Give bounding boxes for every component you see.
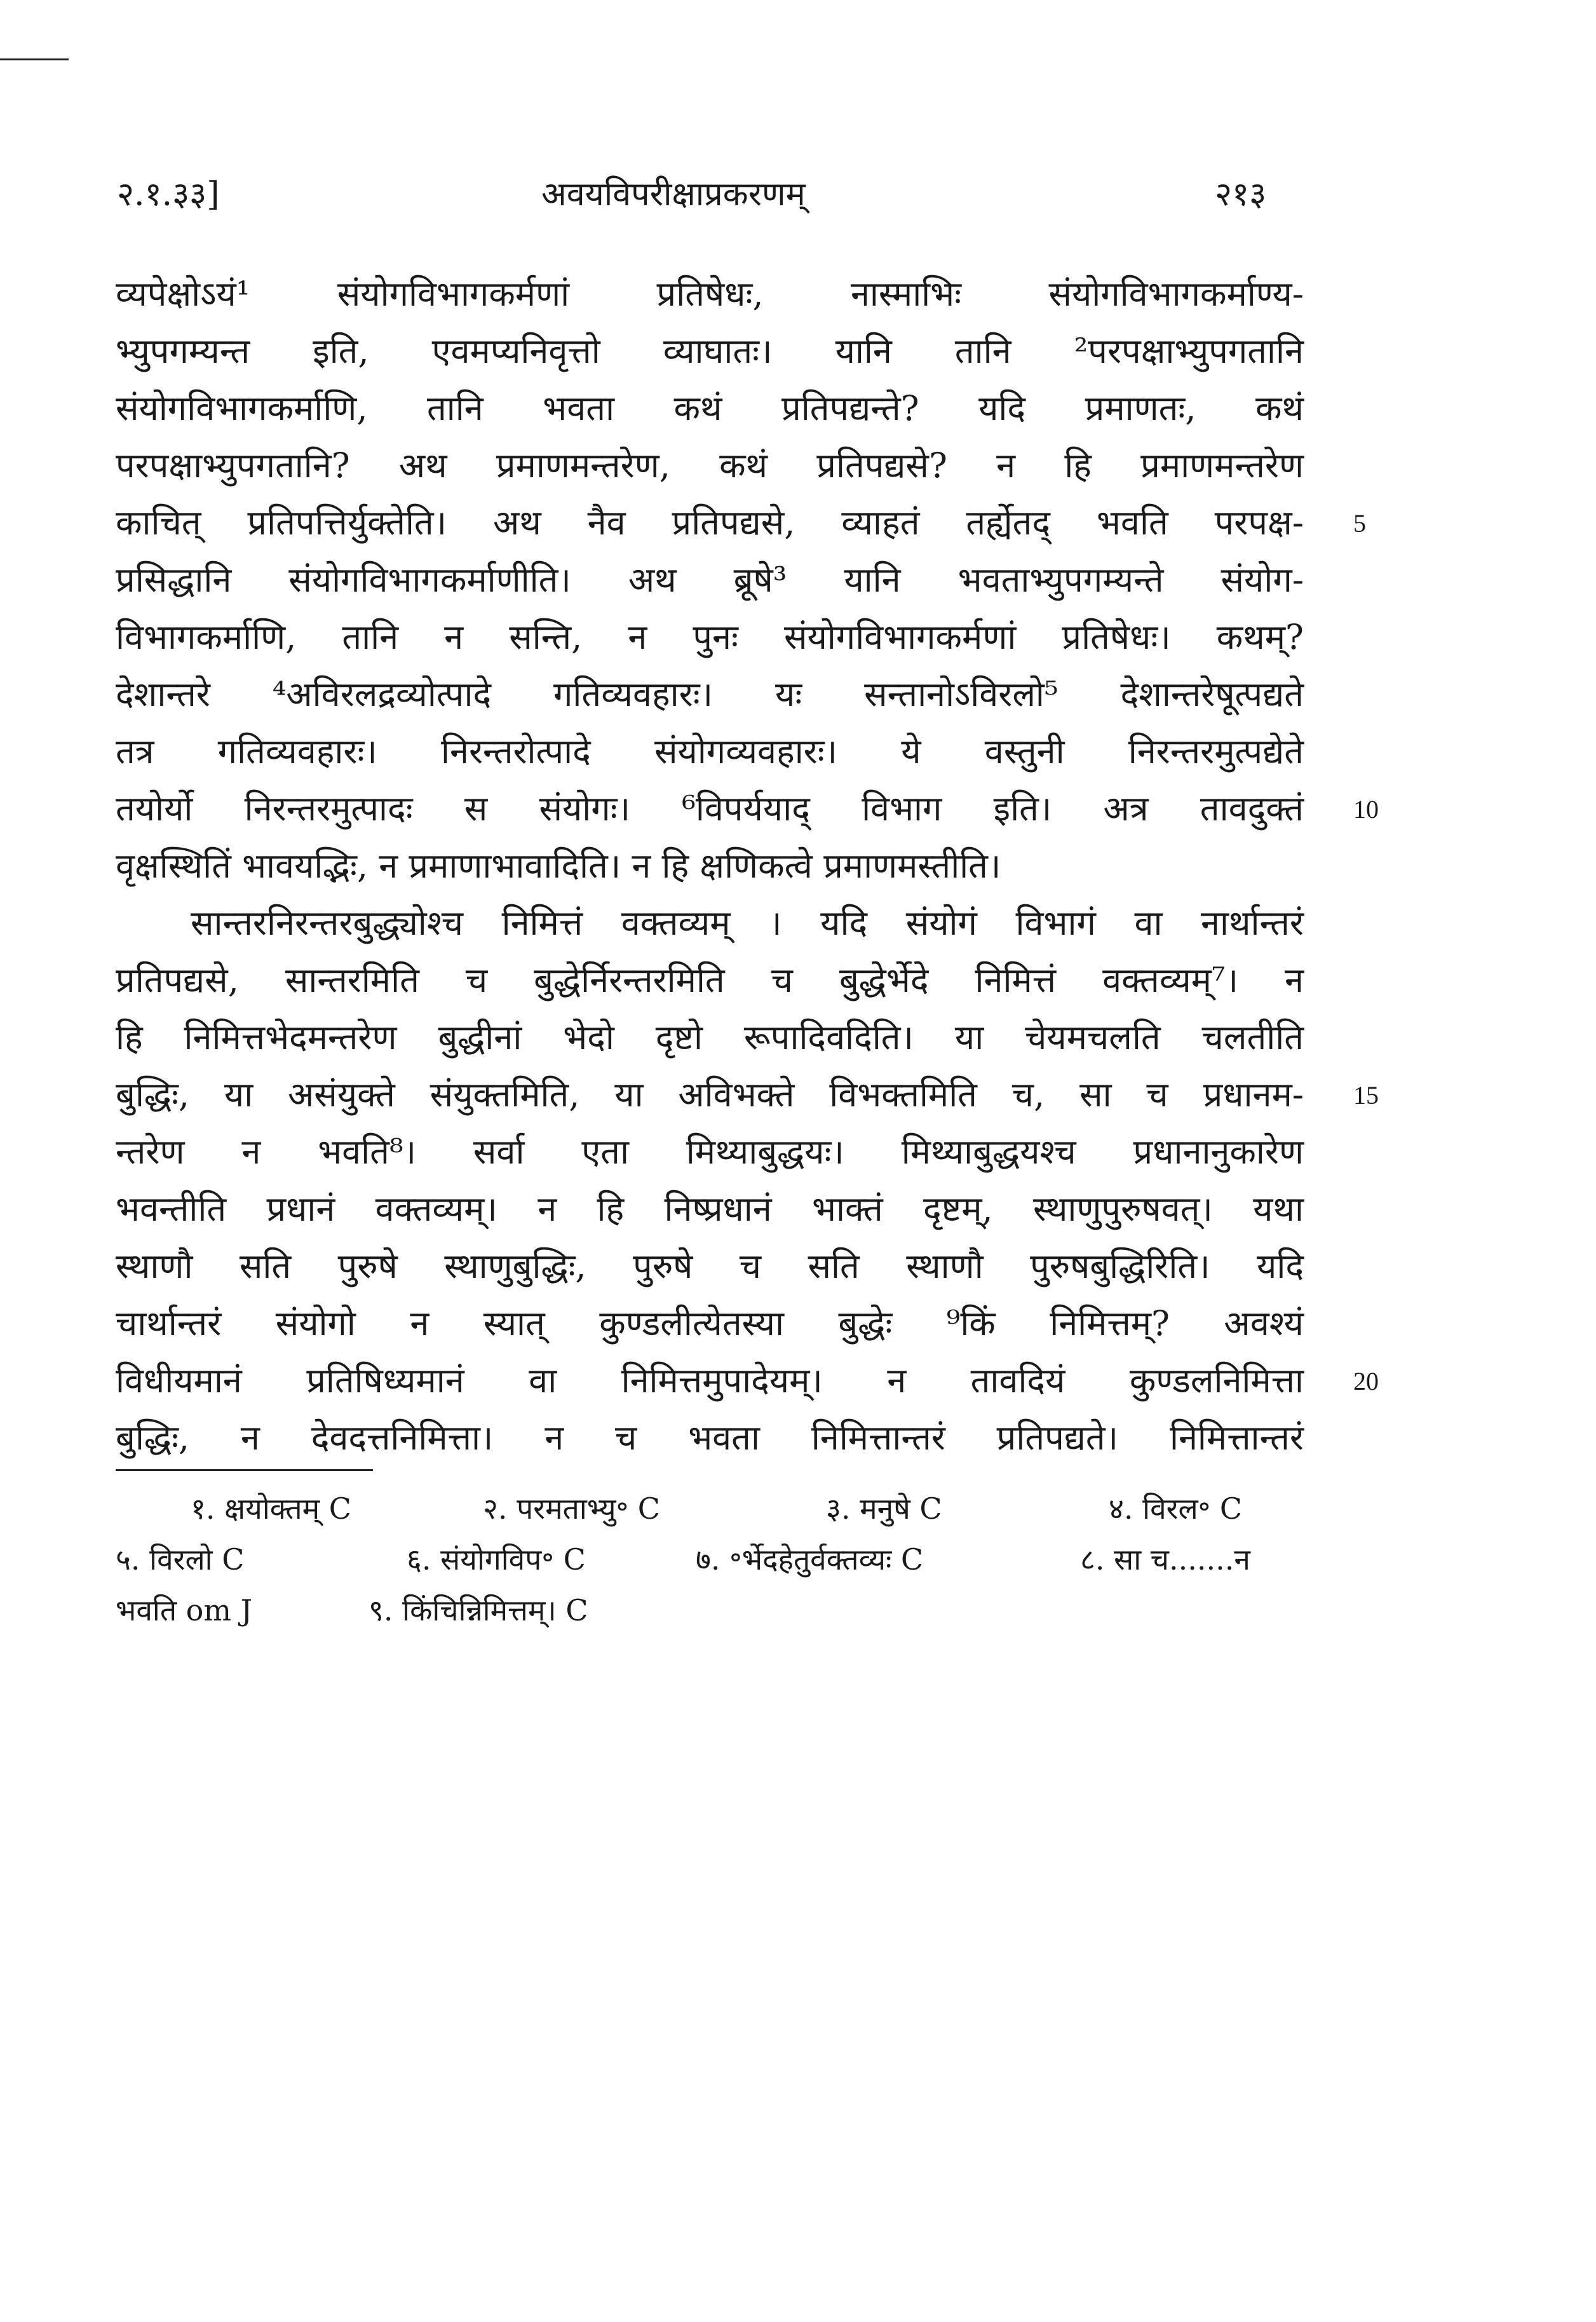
text-line: विभागकर्माणि, तानि न सन्ति, न पुनः संयोगविभागकर्मणां प्रतिषेधः। कथम्?	[116, 617, 1304, 657]
text-line: परपक्षाभ्युपगतानि? अथ प्रमाणमन्तरेण, कथं प्रतिपद्यसे? न हि प्रमाणमन्तरेण	[116, 445, 1304, 485]
page-number: २१३	[1215, 175, 1267, 214]
text-line: हि निमित्तभेदमन्तरेण बुद्धीनां भेदो दृष्टो रूपादिवदिति। या चेयमचलति चलतीति	[116, 1017, 1304, 1057]
footnote: ३. मनुषे C	[826, 1491, 942, 1526]
paragraph-first-line: सान्तरनिरन्तरबुद्ध्योश्च निमित्तं वक्तव्यम् । यदि संयोगं विभागं वा नार्थान्तरं	[191, 903, 1304, 943]
text-line: बुद्धिः, न देवदत्तनिमित्ता। न च भवता निमित्तान्तरं प्रतिपद्यते। निमित्तान्तरं	[116, 1418, 1304, 1458]
line-number: 5	[1353, 509, 1366, 538]
footnote: ४. विरल॰ C	[1109, 1491, 1243, 1526]
text-line: व्यपेक्षोऽयं¹ संयोगविभागकर्मणां प्रतिषेधः, नास्माभिः संयोगविभागकर्माण्य-	[116, 274, 1304, 314]
footnote: ६. संयोगविप॰ C	[407, 1542, 586, 1577]
text-line: भवन्तीति प्रधानं वक्तव्यम्। न हि निष्प्रधानं भाक्तं दृष्टम्, स्थाणुपुरुषवत्। यथा	[116, 1189, 1304, 1229]
text-line: बुद्धिः, या असंयुक्ते संयुक्तमिति, या अविभक्ते विभक्तमिति च, सा च प्रधानम-	[116, 1075, 1304, 1115]
edge-line	[0, 58, 69, 60]
text-line: विधीयमानं प्रतिषिध्यमानं वा निमित्तमुपादेयम्। न तावदियं कुण्डलनिमित्ता	[116, 1361, 1304, 1401]
line-number: 15	[1353, 1081, 1379, 1110]
text-line: भ्युपगम्यन्त इति, एवमप्यनिवृत्तो व्याघातः। यानि तानि ²परपक्षाभ्युपगतानि	[116, 331, 1304, 371]
text-line: न्तरेण न भवति⁸। सर्वा एता मिथ्याबुद्धयः। मिथ्याबुद्धयश्च प्रधानानुकारेण	[116, 1132, 1304, 1172]
footnote-separator	[116, 1469, 373, 1471]
text-line: देशान्तरे ⁴अविरलद्रव्योत्पादे गतिव्यवहारः। यः सन्तानोऽविरलो⁵ देशान्तरेषूत्पद्यते	[116, 674, 1304, 714]
footnote: ८. सा च.......न	[1080, 1542, 1250, 1577]
text-line: चार्थान्तरं संयोगो न स्यात् कुण्डलीत्येतस्या बुद्धेः ⁹किं निमित्तम्? अवश्यं	[116, 1303, 1304, 1343]
footnote: ५. विरलो C	[116, 1542, 245, 1577]
running-header	[0, 170, 1596, 227]
footnote: १. क्षयोक्तम् C	[191, 1491, 351, 1526]
text-line: वृक्षस्थितिं भावयद्भिः, न प्रमाणाभावादिति। न हि क्षणिकत्वे प्रमाणमस्तीति।	[116, 846, 1001, 886]
text-line: स्थाणौ सति पुरुषे स्थाणुबुद्धिः, पुरुषे च सति स्थाणौ पुरुषबुद्धिरिति। यदि	[116, 1246, 1304, 1286]
text-line: तयोर्यो निरन्तरमुत्पादः स संयोगः। ⁶विपर्ययाद् विभाग इति। अत्र तावदुक्तं	[116, 789, 1304, 829]
text-line: संयोगविभागकर्माणि, तानि भवता कथं प्रतिपद्यन्ते? यदि प्रमाणतः, कथं	[116, 388, 1304, 428]
text-line: प्रतिपद्यसे, सान्तरमिति च बुद्धेर्निरन्तरमिति च बुद्धेर्भेदे निमित्तं वक्तव्यम्⁷। न	[116, 960, 1304, 1000]
text-line: तत्र गतिव्यवहारः। निरन्तरोत्पादे संयोगव्यवहारः। ये वस्तुनी निरन्तरमुत्पद्येते	[116, 731, 1304, 771]
text-line: काचित् प्रतिपत्तिर्युक्तेति। अथ नैव प्रतिपद्यसे, व्याहतं तर्ह्येतद् भवति परपक्ष-	[116, 503, 1304, 543]
text-line: प्रसिद्धानि संयोगविभागकर्माणीति। अथ ब्रूषे³ यानि भवताभ्युपगम्यन्ते संयोग-	[116, 560, 1304, 600]
section-reference: २.१.३३]	[117, 175, 220, 214]
footnote: भवति om J	[116, 1593, 253, 1627]
line-number: 20	[1353, 1367, 1379, 1395]
footnote: ७. ॰र्भेदहेतुर्वक्तव्यः C	[696, 1542, 924, 1577]
footnote: २. परमताभ्यु॰ C	[483, 1491, 660, 1526]
footnote: ९. किंचिन्निमित्तम्। C	[369, 1593, 588, 1627]
line-number: 10	[1353, 795, 1379, 824]
chapter-title: अवयविपरीक्षाप्रकरणम्	[541, 175, 806, 214]
